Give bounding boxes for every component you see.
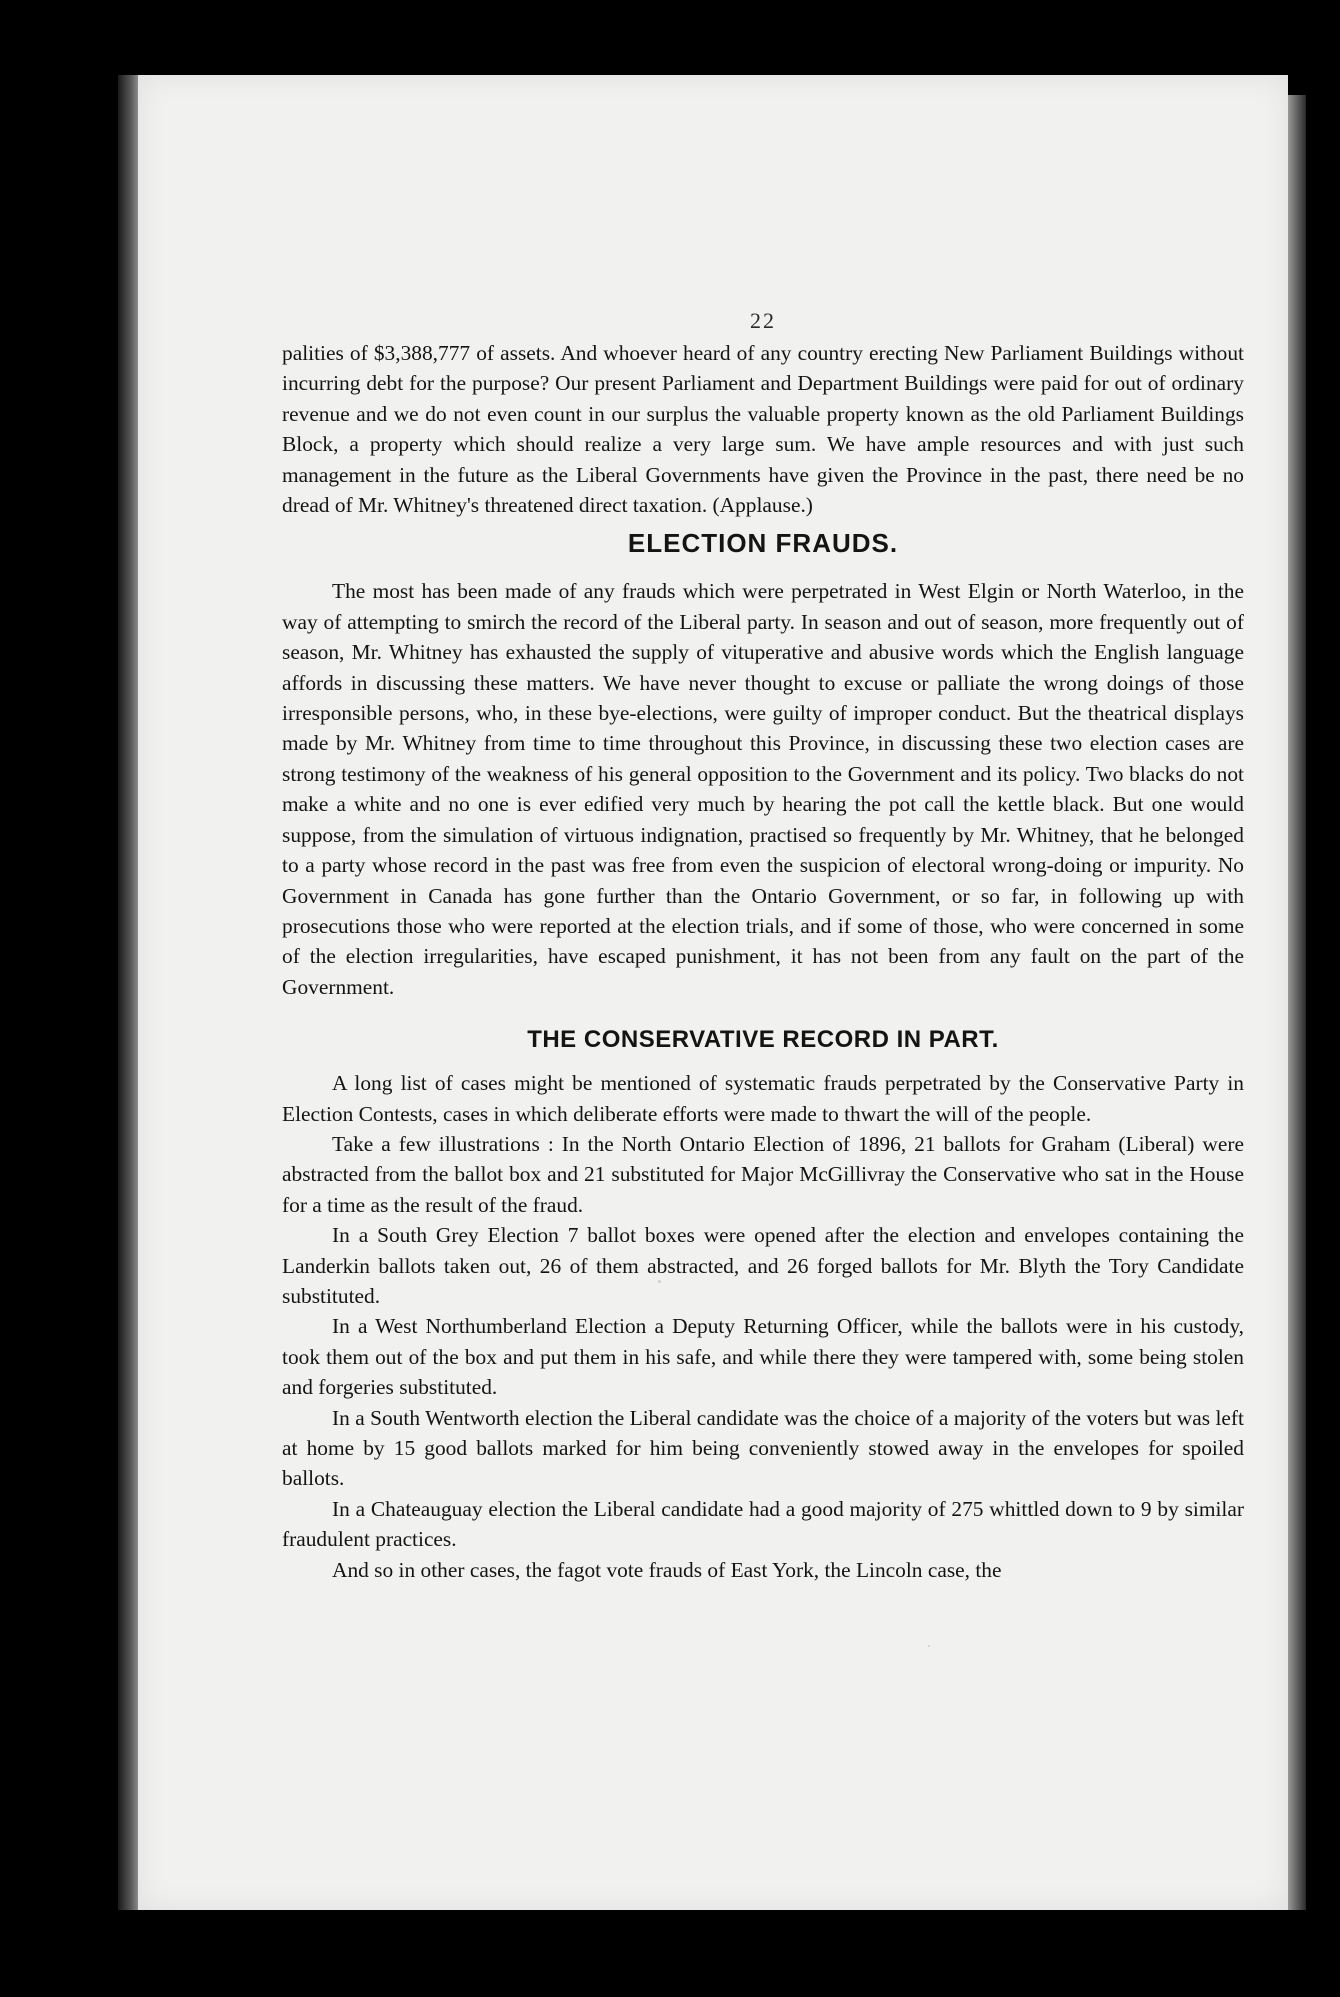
conservative-record-paragraph: In a Chateauguay election the Liberal candidate had a good majority of 275 whittled down to 9 by similar fraudulent practices. bbox=[282, 1496, 1244, 1552]
right-page-edge bbox=[1288, 95, 1306, 1910]
section-heading-election-frauds: ELECTION FRAUDS. bbox=[627, 528, 899, 559]
conservative-record-paragraph: In a South Grey Election 7 ballot boxes were opened after the election and envelopes containing the Landerkin ballots taken out, 26 of them abstracted, and 26 forged ballots for Mr. Blyth the Tory Candidate substituted. bbox=[282, 1223, 1244, 1308]
left-page-edge bbox=[118, 75, 140, 1910]
paper-speck bbox=[928, 1645, 930, 1647]
conservative-record-paragraph: A long list of cases might be mentioned of systematic frauds perpetrated by the Conservative Party in Election Contests, cases in which deliberate efforts were made to thwart the will of the people. bbox=[282, 1071, 1244, 1126]
conservative-record-paragraph: And so in other cases, the fagot vote frauds of East York, the Lincoln case, the bbox=[332, 1557, 1002, 1582]
conservative-record-paragraph: In a West Northumberland Election a Deputy Returning Officer, while the ballots were in his custody, took them out of the box and put them in his safe, and while there they were tampered with, some being stolen and forgeries substituted. bbox=[282, 1314, 1244, 1400]
conservative-record-paragraph: In a South Wentworth election the Liberal candidate was the choice of a majority of the voters but was left at home by 15 good ballots marked for him being conveniently stowed away in the envelopes for spoiled ballots. bbox=[282, 1405, 1244, 1491]
intro-paragraph: palities of $3,388,777 of assets. And whoever heard of any country erecting New Parliament Buildings without incurring debt for the purpose? Our present Parliament and Department Buildings were paid for out of ordinary revenue and we do not even count in our surplus the valuable property known as the old Parliament Buildings Block, a property which should realize a very large sum. We have ample resources and with just such management in the future as the Liberal Governments have given the Province in the past, there need be no dread of Mr. Whitney's threatened direct taxation. (Applause.) bbox=[282, 341, 1244, 518]
page-body bbox=[282, 338, 1244, 1585]
conservative-record-paragraph: Take a few illustrations : In the North Ontario Election of 1896, 21 ballots for Graham (Liberal) were abstracted from the ballot box and 21 substituted for Major McGillivray the Conservative who sat in the House for a time as the result of the fraud. bbox=[282, 1131, 1244, 1217]
page-number: 22 bbox=[750, 308, 776, 333]
section-heading-conservative-record: THE CONSERVATIVE RECORD IN PART. bbox=[527, 1026, 999, 1054]
election-frauds-paragraph: The most has been made of any frauds which were perpetrated in West Elgin or North Waterloo, in the way of attempting to smirch the record of the Liberal party. In season and out of season, more frequently out of season, Mr. Whitney has exhausted the supply of vituperative and abusive words which the English language affords in discussing these matters. We have never thought to excuse or palliate the wrong doings of those irresponsible persons, who, in these bye-elections, were guilty of improper conduct. But the theatrical displays made by Mr. Whitney from time to time throughout this Province, in discussing these two election cases are strong testimony of the weakness of his general opposition to the Government and its policy. Two blacks do not make a white and no one is ever edified very much by hearing the pot call the kettle black. But one would suppose, from the simulation of virtuous indignation, practised so frequently by Mr. Whitney, that he belonged to a party whose record in the past was free from even the suspicion of electoral wrong-doing or impurity. No Government in Canada has gone further than the Ontario Government, or so far, in following up with prosecutions those who were reported at the election trials, and if some of those, who were concerned in some of the election irregularities, have escaped punishment, it has not been from any fault on the part of the Government. bbox=[282, 579, 1244, 999]
